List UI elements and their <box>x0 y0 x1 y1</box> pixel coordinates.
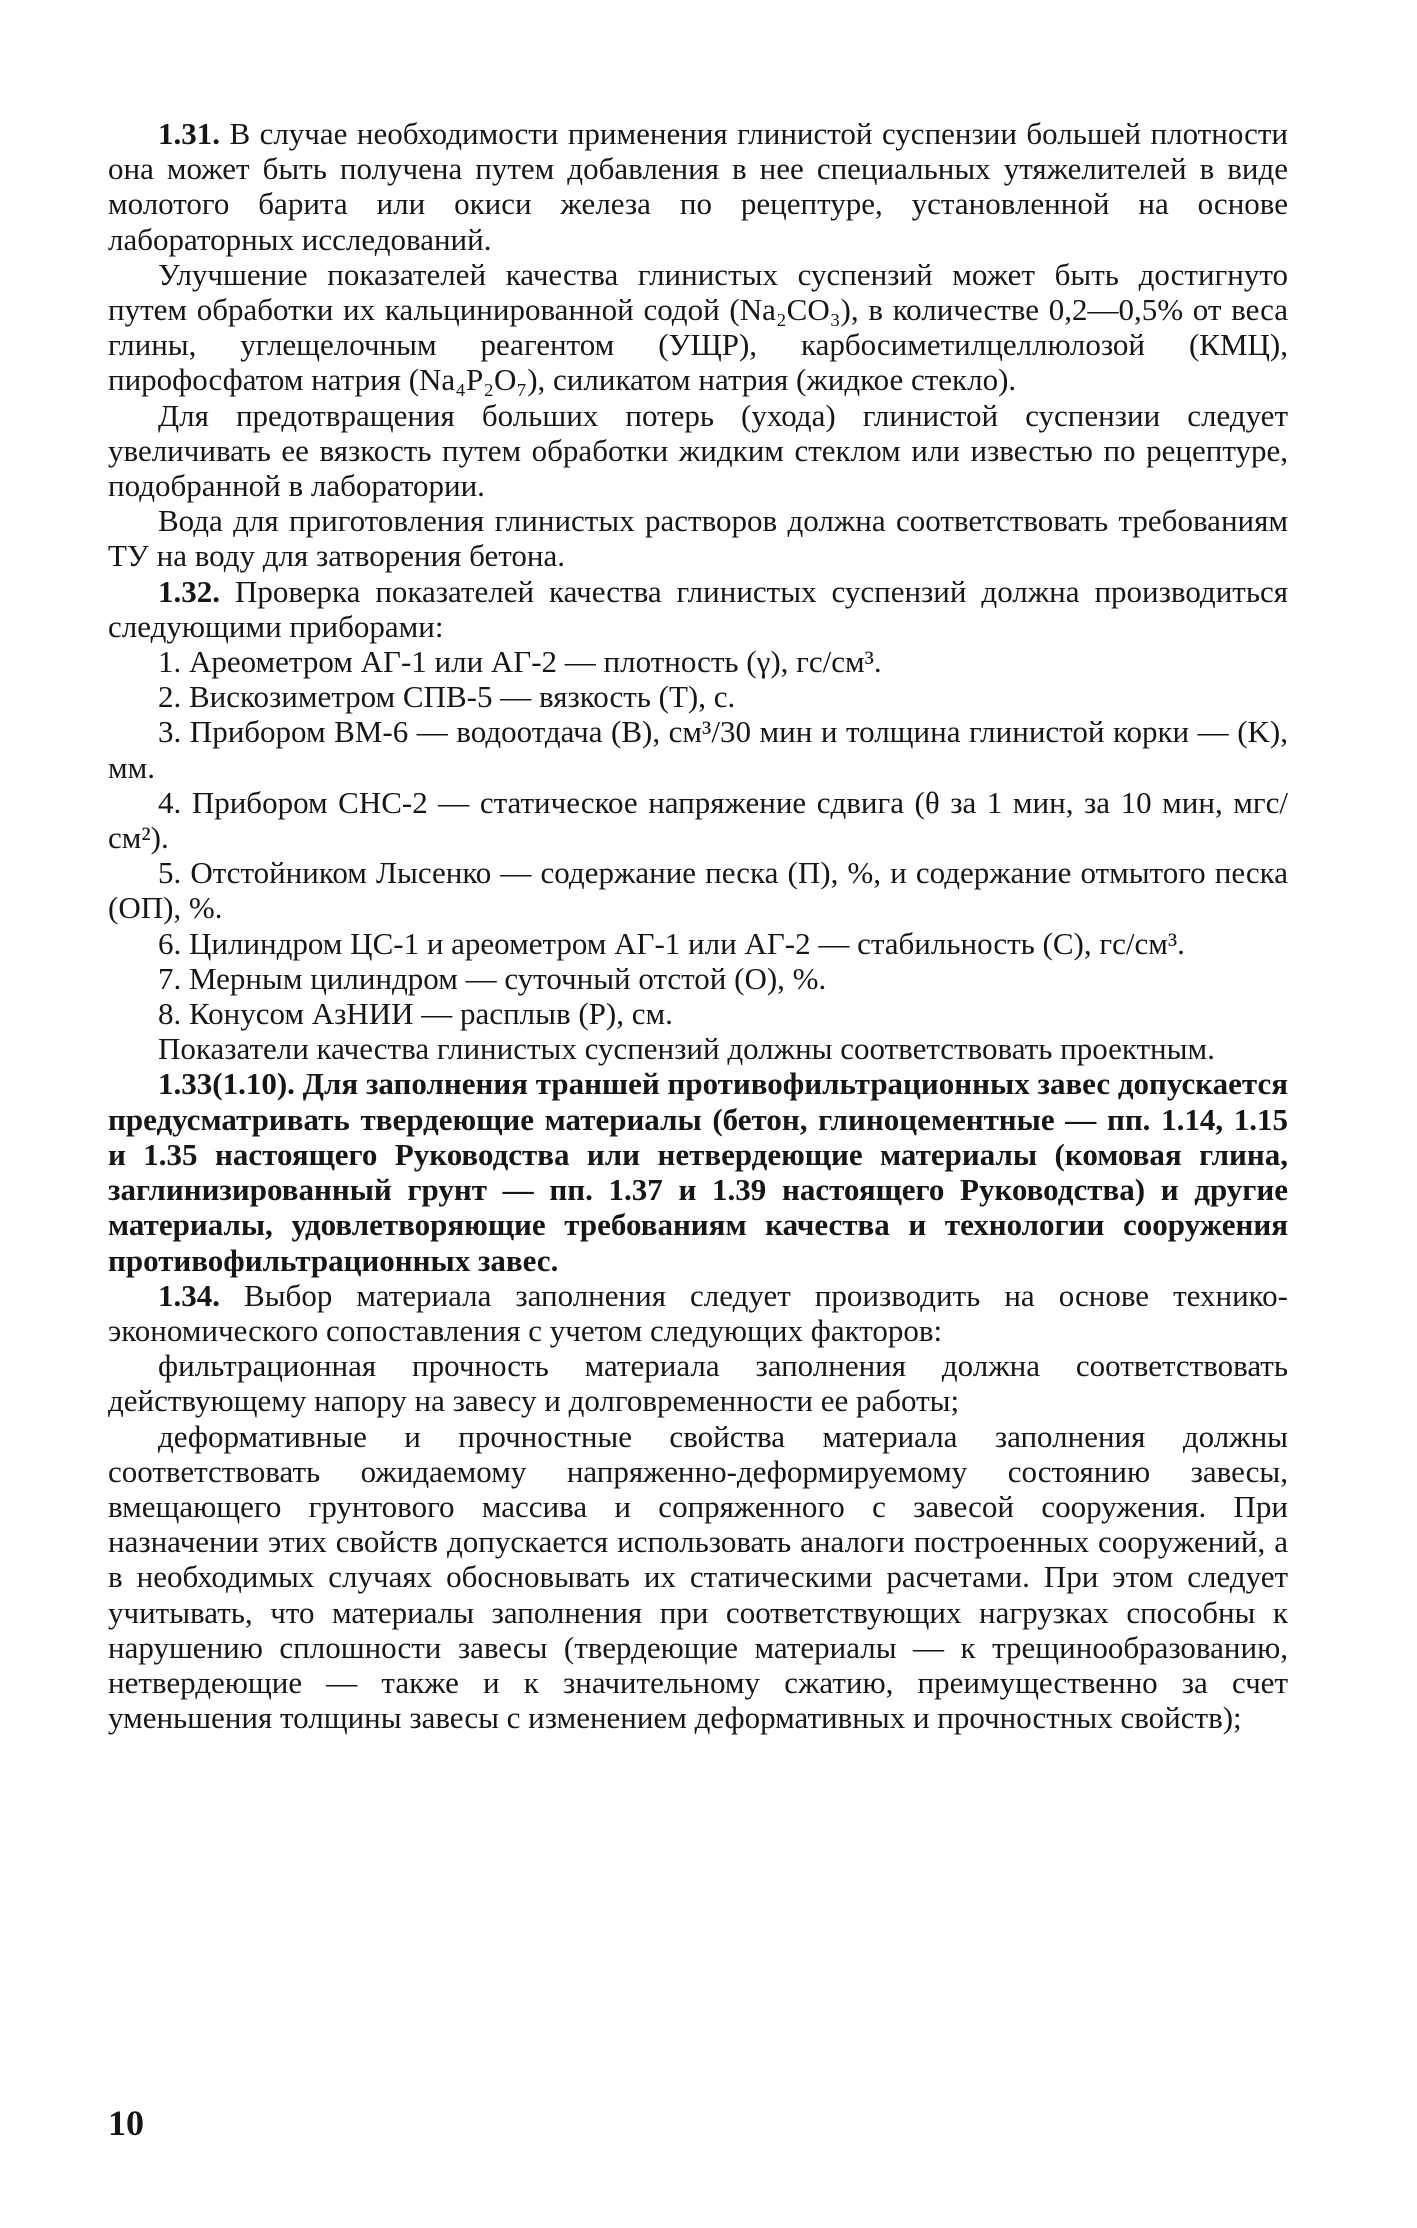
paragraph <box>108 1278 1288 1348</box>
clause-number: 1.34. <box>158 1277 220 1313</box>
paragraph <box>108 926 1288 961</box>
paragraph-text: 5. Отстойником Лысенко — содержание песка (П), %, и содержание отмытого песка (ОП), %. <box>108 855 1288 926</box>
paragraph <box>108 503 1288 573</box>
paragraph-text: 1. Ареометром АГ-1 или АГ-2 — плотность (γ), гс/см³. <box>158 644 882 680</box>
paragraph <box>108 785 1288 855</box>
paragraph-text: 6. Цилиндром ЦС-1 и ареометром АГ-1 или АГ-2 — стабильность (C), гс/см³. <box>158 925 1185 961</box>
paragraph <box>108 574 1288 644</box>
paragraph-text: 3. Прибором ВМ-6 — водоотдача (B), см³/30 мин и толщина глинистой корки — (K), мм. <box>108 714 1288 785</box>
clause-number: 1.32. <box>158 573 220 609</box>
paragraph-text: Для предотвращения больших потерь (ухода) глинистой суспензии следует увеличивать ее вязкость путем обработки жидким стеклом или известью по рецептуре, подобранной в лаборатории. <box>108 397 1288 504</box>
text-block <box>108 116 1288 1735</box>
paragraph <box>108 1419 1288 1736</box>
paragraph <box>108 961 1288 996</box>
paragraph-text: Вода для приготовления глинистых растворов должна соответствовать требованиям ТУ на воду для затворения бетона. <box>108 503 1288 574</box>
paragraph-text: 8. Конусом АзНИИ — расплыв (P), см. <box>158 996 673 1032</box>
paragraph-text: 2. Вискозиметром СПВ-5 — вязкость (T), с. <box>158 679 736 715</box>
paragraph <box>108 1066 1288 1277</box>
paragraph-text: 7. Мерным цилиндром — суточный отстой (O), %. <box>158 960 827 996</box>
paragraph <box>108 1031 1288 1066</box>
paragraph-text: фильтрационная прочность материала заполнения должна соответствовать действующему напору на завесу и долговременности ее работы; <box>108 1348 1288 1419</box>
paragraph <box>108 996 1288 1031</box>
paragraph-text: деформативные и прочностные свойства материала заполнения должны соответствовать ожидаемому напряженно-деформируемому состоянию завесы, вмещающего грунтового массива и сопряженного с завесой сооружения. При назначении этих свойств допускается использовать аналоги построенных сооружений, а в необходимых случаях обосновывать их статическими расчетами. При этом следует учитывать, что материалы заполнения при соответствующих нагрузках способны к нарушению сплошности завесы (твердеющие материалы — к трещинообразованию, нетвердеющие — также и к значительному сжатию, преимущественно за счет уменьшения толщины завесы с изменением деформативных и прочностных свойств); <box>108 1418 1288 1736</box>
paragraph <box>108 1348 1288 1418</box>
paragraph <box>108 679 1288 714</box>
paragraph-text: Выбор материала заполнения следует производить на основе технико-экономического сопоставления с учетом следующих факторов: <box>108 1277 1288 1348</box>
clause-number: 1.31. <box>158 116 220 151</box>
paragraph-text: В случае необходимости применения глинистой суспензии большей плотности она может быть получена путем добавления в нее специальных утяжелителей в виде молотого барита или окиси железа по рецептуре, установленной на основе лабораторных исследований. <box>108 116 1288 257</box>
paragraph <box>108 855 1288 925</box>
page-number: 10 <box>108 2103 144 2143</box>
paragraph-text: Улучшение показателей качества глинистых суспензий может быть достигнуто путем обработки их кальцинированной содой (Na₂CO₃), в количестве 0,2—0,5% от веса глины, углещелочным реагентом (УЩР), карбосиметилцеллюлозой (КМЦ), пирофосфатом натрия (Na₄P₂O₇), силикатом натрия (жидкое стекло). <box>108 256 1288 398</box>
paragraph <box>108 257 1288 398</box>
paragraph-text: 4. Прибором СНС-2 — статическое напряжение сдвига (θ за 1 мин, за 10 мин, мгс/см²). <box>108 784 1288 856</box>
paragraph-text: Проверка показателей качества глинистых суспензий должна производиться следующими приборами: <box>108 573 1288 644</box>
paragraph <box>108 714 1288 784</box>
paragraph <box>108 398 1288 504</box>
clause-number: 1.33(1.10). <box>158 1066 295 1102</box>
paragraph <box>108 116 1288 257</box>
paragraph-text: Для заполнения траншей противофильтрационных завес допускается предусматривать твердеющие материалы (бетон, глиноцементные — пп. 1.14, 1.15 и 1.35 настоящего Руководства или нетвердеющие материалы (комовая глина, заглинизированный грунт — пп. 1.37 и 1.39 настоящего Руководства) и другие материалы, удовлетворяющие требованиям качества и технологии сооружения противофильтрационных завес. <box>108 1066 1288 1278</box>
paragraph <box>108 644 1288 679</box>
paragraph-text: Показатели качества глинистых суспензий должны соответствовать проектным. <box>158 1031 1215 1067</box>
